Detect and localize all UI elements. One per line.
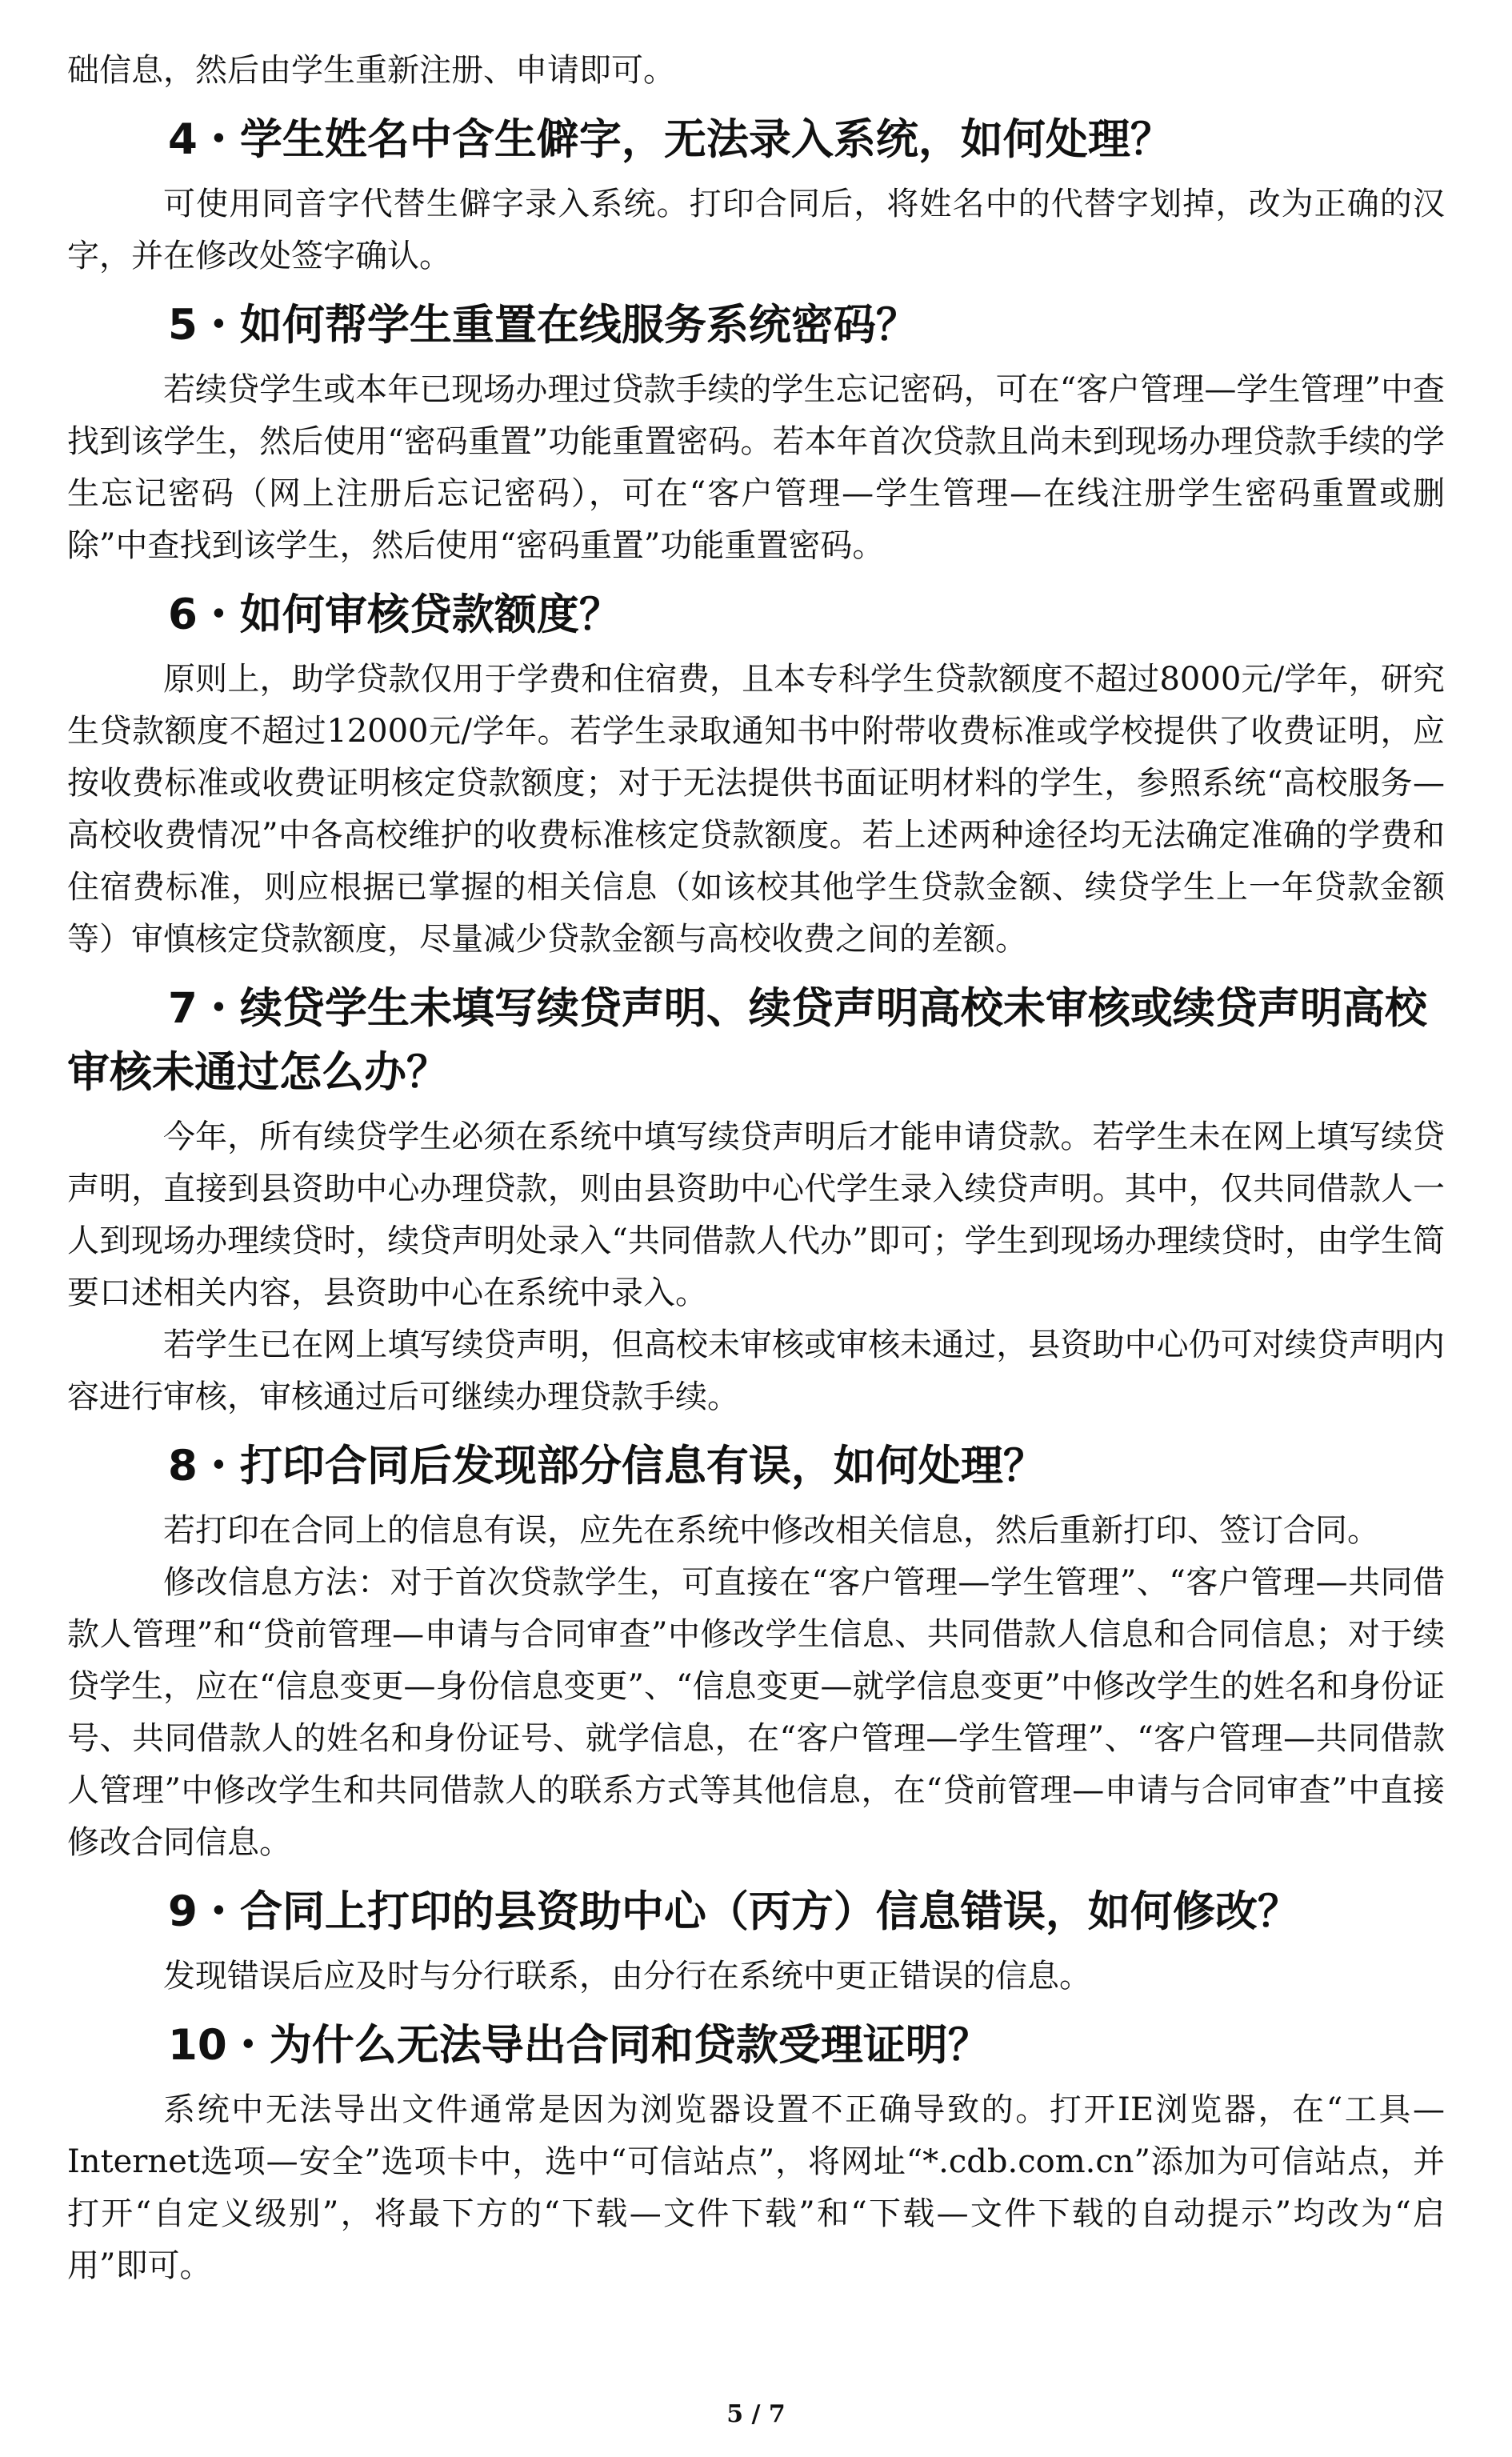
section-heading: 10・为什么无法导出合同和贷款受理证明？ [168, 2021, 990, 2070]
body-paragraph: 础信息，然后由学生重新注册、申请即可。 [67, 52, 675, 89]
body-paragraph: 原则上，助学贷款仅用于学费和住宿费，且本专科学生贷款额度不超过8000元/学年，研究生贷款额度不超过12000元/学年。若学生录取通知书中附带收费标准或学校提供了收费证明，应按收费标准或收费证明核定贷款额度；对于无法提供书面证明材料的学生，参照系统“高校服务—高校收费情况”中各高校维护的收费标准核定贷款额度。若上述两种途径均无法确定准确的学费和住宿费标准，则应根据已掌握的相关信息（如该校其他学生贷款金额、续贷学生上一年贷款金额等）审慎核定贷款额度，尽量减少贷款金额与高校收费之间的差额。 [67, 661, 1445, 958]
section-heading: 5・如何帮学生重置在线服务系统密码？ [168, 301, 918, 350]
body-paragraph: 今年，所有续贷学生必须在系统中填写续贷声明后才能申请贷款。若学生未在网上填写续贷声明，直接到县资助中心办理贷款，则由县资助中心代学生录入续贷声明。其中，仅共同借款人一人到现场办理续贷时，续贷声明处录入“共同借款人代办”即可；学生到现场办理续贷时，由学生简要口述相关内容，县资助中心在系统中录入。 [67, 1118, 1445, 1311]
body-paragraph: 发现错误后应及时与分行联系，由分行在系统中更正错误的信息。 [163, 1958, 1091, 1995]
section-heading: 8・打印合同后发现部分信息有误，如何处理？ [168, 1442, 1046, 1491]
body-paragraph: 可使用同音字代替生僻字录入系统。打印合同后，将姓名中的代替字划掉，改为正确的汉字，并在修改处签字确认。 [67, 186, 1445, 274]
page-number: 5 / 7 [726, 2400, 786, 2428]
body-paragraph: 若续贷学生或本年已现场办理过贷款手续的学生忘记密码，可在“客户管理—学生管理”中查找到该学生，然后使用“密码重置”功能重置密码。若本年首次贷款且尚未到现场办理贷款手续的学生忘记密码（网上注册后忘记密码），可在“客户管理—学生管理—在线注册学生密码重置或删除”中查找到该学生，然后使用“密码重置”功能重置密码。 [67, 371, 1445, 564]
section-heading: 9・合同上打印的县资助中心（丙方）信息错误，如何修改？ [168, 1887, 1300, 1936]
section-heading: 6・如何审核贷款额度？ [168, 590, 622, 639]
body-paragraph: 修改信息方法：对于首次贷款学生，可直接在“客户管理—学生管理”、“客户管理—共同借款人管理”和“贷前管理—申请与合同审查”中修改学生信息、共同借款人信息和合同信息；对于续贷学生，应在“信息变更—身份信息变更”、“信息变更—就学信息变更”中修改学生的姓名和身份证号、共同借款人的姓名和身份证号、就学信息，在“客户管理—学生管理”、“客户管理—共同借款人管理”中修改学生和共同借款人的联系方式等其他信息，在“贷前管理—申请与合同审查”中直接修改合同信息。 [67, 1564, 1445, 1861]
section-heading: 4・学生姓名中含生僻字，无法录入系统，如何处理？ [168, 115, 1173, 164]
document-page [67, 45, 1445, 2292]
body-paragraph: 若打印在合同上的信息有误，应先在系统中修改相关信息，然后重新打印、签订合同。 [163, 1512, 1379, 1549]
section-heading: 7・续贷学生未填写续贷声明、续贷声明高校未审核或续贷声明高校审核未通过怎么办？ [67, 984, 1427, 1097]
body-paragraph: 若学生已在网上填写续贷声明，但高校未审核或审核未通过，县资助中心仍可对续贷声明内容进行审核，审核通过后可继续办理贷款手续。 [67, 1327, 1445, 1415]
body-paragraph: 系统中无法导出文件通常是因为浏览器设置不正确导致的。打开IE浏览器，在“工具—Internet选项—安全”选项卡中，选中“可信站点”，将网址“*.cdb.com.cn”添加为可信站点，并打开“自定义级别”，将最下方的“下载—文件下载”和“下载—文件下载的自动提示”均改为“启用”即可。 [67, 2091, 1445, 2284]
